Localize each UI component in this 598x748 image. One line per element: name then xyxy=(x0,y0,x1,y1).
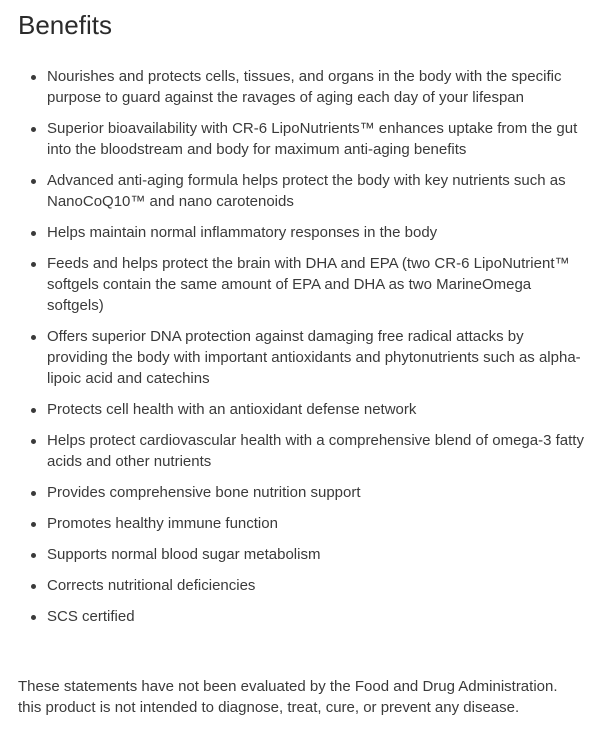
list-item xyxy=(30,575,587,596)
list-item xyxy=(30,399,587,420)
list-item-text: Advanced anti-aging formula helps protect the body with key nutrients such as NanoCoQ10™ and nano carotenoids xyxy=(47,172,566,210)
bullet-icon xyxy=(31,615,36,620)
bullet-icon xyxy=(31,553,36,558)
list-item-text: Helps maintain normal inflammatory responses in the body xyxy=(47,224,438,241)
bullet-icon xyxy=(31,75,36,80)
list-item xyxy=(30,606,587,627)
list-item xyxy=(30,222,587,243)
list-item xyxy=(30,544,587,565)
fda-disclaimer: These statements have not been evaluated by the Food and Drug Administration. this product is not intended to diagnose, treat, cure, or prevent any disease. xyxy=(18,678,558,716)
list-item-text: Helps protect cardiovascular health with a comprehensive blend of omega-3 fatty acids and other nutrients xyxy=(47,432,584,470)
list-item xyxy=(30,482,587,503)
bullet-icon xyxy=(31,439,36,444)
bullet-icon xyxy=(31,231,36,236)
list-item-text: Nourishes and protects cells, tissues, and organs in the body with the specific purpose to guard against the ravages of aging each day of your lifespan xyxy=(47,68,562,106)
list-item-text: Corrects nutritional deficiencies xyxy=(47,577,256,594)
bullet-icon xyxy=(31,408,36,413)
list-item xyxy=(30,326,587,389)
bullet-icon xyxy=(31,127,36,132)
benefits-list xyxy=(18,66,584,627)
bullet-icon xyxy=(31,584,36,589)
list-item-text: Superior bioavailability with CR-6 LipoNutrients™ enhances uptake from the gut into the bloodstream and body for maximum anti-aging benefits xyxy=(47,120,578,158)
list-item-text: Feeds and helps protect the brain with DHA and EPA (two CR-6 LipoNutrient™ softgels contain the same amount of EPA and DHA as two MarineOmega softgels) xyxy=(47,255,570,314)
list-item-text: Provides comprehensive bone nutrition support xyxy=(47,484,361,501)
list-item xyxy=(30,430,587,472)
bullet-icon xyxy=(31,179,36,184)
list-item xyxy=(30,66,587,108)
section-title: Benefits xyxy=(18,10,112,40)
list-item-text: Protects cell health with an antioxidant defense network xyxy=(47,401,417,418)
list-item-text: Supports normal blood sugar metabolism xyxy=(47,546,321,563)
list-item xyxy=(30,118,587,160)
bullet-icon xyxy=(31,491,36,496)
bullet-icon xyxy=(31,335,36,340)
bullet-icon xyxy=(31,522,36,527)
list-item xyxy=(30,513,587,534)
list-item xyxy=(30,170,587,212)
list-item xyxy=(30,253,587,316)
list-item-text: Offers superior DNA protection against damaging free radical attacks by providing the body with important antioxidants and phytonutrients such as alpha-lipoic acid and catechins xyxy=(47,328,581,387)
bullet-icon xyxy=(31,262,36,267)
list-item-text: Promotes healthy immune function xyxy=(47,515,278,532)
list-item-text: SCS certified xyxy=(47,608,135,625)
